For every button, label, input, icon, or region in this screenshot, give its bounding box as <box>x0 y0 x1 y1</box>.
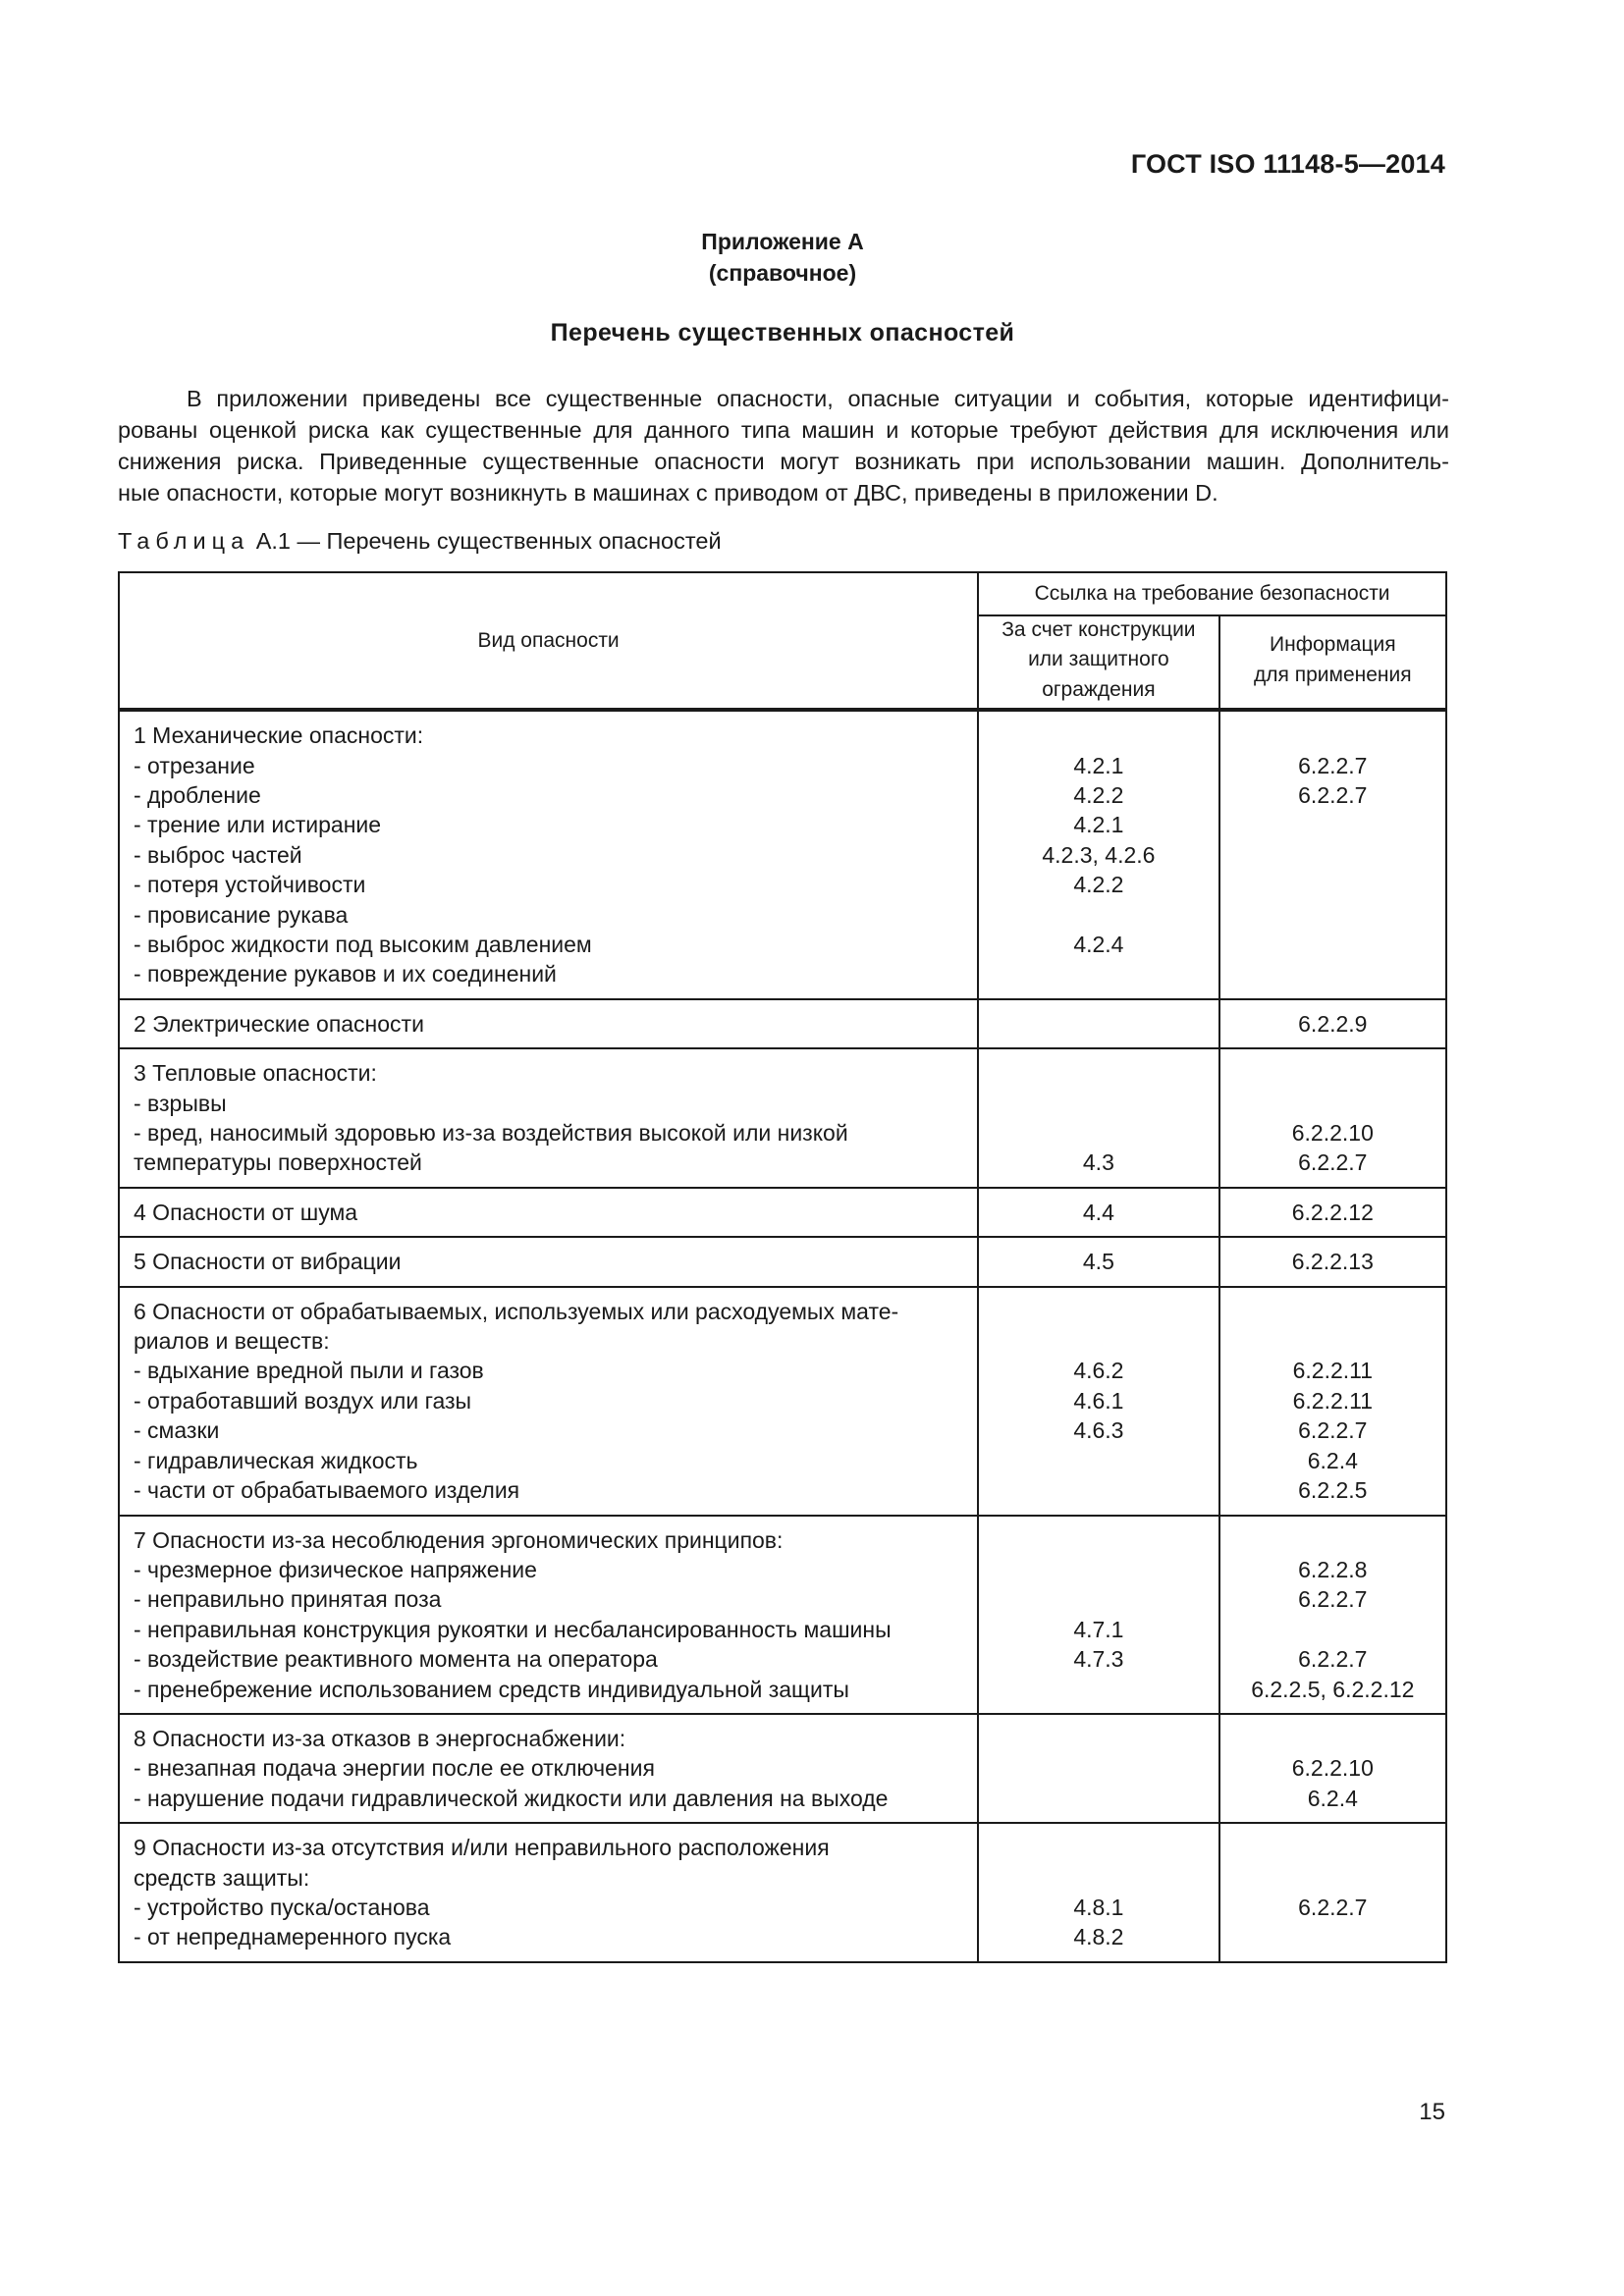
design-reference-line <box>983 1475 1214 1505</box>
hazards-table <box>118 571 1447 1963</box>
information-reference-line <box>1224 721 1441 750</box>
design-reference-line: 4.2.4 <box>1073 931 1124 957</box>
information-reference-line <box>1224 1058 1441 1088</box>
hazard-description-line: - от непреднамеренного пуска <box>134 1924 452 1950</box>
hazards-table-body <box>119 710 1446 1962</box>
hazard-description-line: - воздействие реактивного момента на оператора <box>134 1646 658 1673</box>
header-line: или защитного <box>1028 648 1169 671</box>
design-reference-line <box>983 1784 1214 1813</box>
information-reference <box>1219 1714 1446 1823</box>
information-reference-line: 6.2.2.7 <box>1298 1646 1368 1673</box>
design-reference <box>978 1048 1218 1188</box>
standard-code: ГОСТ ISO 11148-5—2014 <box>1130 149 1445 179</box>
design-reference <box>978 710 1218 999</box>
information-reference <box>1219 1516 1446 1714</box>
information-reference-line <box>1224 870 1441 899</box>
hazard-description <box>119 1823 978 1962</box>
information-reference-line <box>1224 1833 1441 1862</box>
hazard-description-line: - неправильная конструкция рукоятки и несбалансированность машины <box>134 1616 892 1642</box>
header-design-guarding <box>978 615 1218 710</box>
design-reference-line <box>983 1089 1214 1118</box>
hazard-description-line: 6 Опасности от обрабатываемых, используемых или расходуемых мате- <box>134 1298 899 1324</box>
information-reference-line: 6.2.2.7 <box>1298 752 1368 778</box>
annex-name: Приложение А <box>701 229 864 254</box>
information-reference-line: 6.2.2.9 <box>1298 1010 1368 1037</box>
hazard-description <box>119 1516 978 1714</box>
design-reference <box>978 1237 1218 1286</box>
hazard-description <box>119 1048 978 1188</box>
hazard-description-line: 1 Механические опасности: <box>134 722 424 749</box>
information-reference-line <box>1224 1615 1441 1644</box>
hazard-description-line: 2 Электрические опасности <box>134 1010 424 1037</box>
information-reference-line: 6.2.2.8 <box>1298 1556 1368 1582</box>
hazard-description <box>119 1188 978 1237</box>
hazard-description-line: - повреждение рукавов и их соединений <box>134 961 557 988</box>
design-reference-line <box>983 1326 1214 1356</box>
hazard-description <box>119 1714 978 1823</box>
table-caption <box>118 528 722 555</box>
intro-paragraph <box>118 383 1449 508</box>
hazard-description-line: - вред, наносимый здоровью из-за воздействия высокой или низкой <box>134 1120 848 1147</box>
design-reference <box>978 1287 1218 1516</box>
design-reference-line <box>983 1118 1214 1148</box>
hazard-description-line: - взрывы <box>134 1090 227 1116</box>
design-reference <box>978 1714 1218 1823</box>
hazard-description-line: 8 Опасности из-за отказов в энергоснабжении: <box>134 1725 626 1751</box>
hazard-description <box>119 710 978 999</box>
design-reference <box>978 1823 1218 1962</box>
information-reference-line: 6.2.4 <box>1307 1447 1358 1473</box>
hazard-description-line: - отрезание <box>134 752 255 778</box>
information-reference-line: 6.2.2.11 <box>1292 1358 1374 1384</box>
hazard-group-row <box>119 1714 1446 1823</box>
hazard-description <box>119 1287 978 1516</box>
information-reference-line <box>1224 930 1441 959</box>
hazard-description-line: - чрезмерное физическое напряжение <box>134 1556 537 1582</box>
hazard-group-row <box>119 1188 1446 1237</box>
hazard-group-row <box>119 710 1446 999</box>
information-reference <box>1219 710 1446 999</box>
design-reference-line: 4.6.1 <box>1073 1387 1124 1414</box>
hazard-description-line: - дробление <box>134 781 261 808</box>
hazard-group-row <box>119 1287 1446 1516</box>
information-reference-line <box>1224 840 1441 870</box>
design-reference-line: 4.2.3, 4.2.6 <box>1042 841 1156 868</box>
design-reference-line <box>983 1009 1214 1039</box>
information-reference <box>1219 1237 1446 1286</box>
hazard-description-line: 3 Тепловые опасности: <box>134 1060 377 1087</box>
page-number: 15 <box>1419 2099 1445 2125</box>
hazard-group-row <box>119 1237 1446 1286</box>
hazard-description <box>119 999 978 1048</box>
information-reference <box>1219 1823 1446 1962</box>
table-caption-label: Таблица <box>118 528 250 554</box>
hazard-group-row <box>119 1048 1446 1188</box>
header-hazard-kind: Вид опасности <box>119 572 978 710</box>
information-reference-line: 6.2.2.12 <box>1291 1199 1374 1225</box>
information-reference-line <box>1224 900 1441 930</box>
hazard-description <box>119 1237 978 1286</box>
hazard-description-line: 5 Опасности от вибрации <box>134 1249 402 1275</box>
design-reference-line: 4.6.3 <box>1073 1417 1124 1444</box>
information-reference <box>1219 1048 1446 1188</box>
hazard-description-line: - внезапная подача энергии после ее отключения <box>134 1755 655 1782</box>
information-reference-line: 6.2.4 <box>1307 1785 1358 1811</box>
header-line: ограждения <box>1042 677 1156 701</box>
information-reference-line <box>1224 1326 1441 1356</box>
design-reference-line <box>983 1584 1214 1614</box>
header-information-for-use <box>1219 615 1446 710</box>
information-reference-line <box>1224 1089 1441 1118</box>
design-reference-line <box>983 1058 1214 1088</box>
intro-line: снижения риска. Приведенные существенные опасности могут возникать при использовании машин. Дополнитель- <box>118 449 1449 474</box>
hazard-description-line: - гидравлическая жидкость <box>134 1447 418 1473</box>
annex-title: Перечень существенных опасностей <box>550 319 1015 347</box>
hazard-description-line: 4 Опасности от шума <box>134 1199 358 1225</box>
intro-line: В приложении приведены все существенные опасности, опасные ситуации и события, которые идентифици- <box>187 386 1449 411</box>
design-reference-line <box>983 1297 1214 1326</box>
hazard-description-line: риалов и веществ: <box>134 1328 330 1355</box>
information-reference-line <box>1224 1922 1441 1951</box>
information-reference-line <box>1224 810 1441 839</box>
design-reference <box>978 1188 1218 1237</box>
header-line: для применения <box>1254 663 1412 686</box>
information-reference-line: 6.2.2.7 <box>1298 1149 1368 1176</box>
header-line: Информация <box>1270 633 1396 657</box>
design-reference-line: 4.2.2 <box>1073 781 1124 808</box>
hazard-description-line: - пренебрежение использованием средств индивидуальной защиты <box>134 1676 849 1702</box>
design-reference-line: 4.4 <box>1082 1199 1114 1225</box>
information-reference-line: 6.2.2.13 <box>1291 1249 1374 1275</box>
information-reference-line <box>1224 1724 1441 1753</box>
design-reference-line <box>983 900 1214 930</box>
information-reference-line: 6.2.2.7 <box>1298 1417 1368 1444</box>
intro-line: ные опасности, которые могут возникнуть в машинах с приводом от ДВС, приведены в приложении D. <box>118 480 1218 506</box>
hazard-group-row <box>119 1516 1446 1714</box>
header-safety-reference: Ссылка на требование безопасности <box>978 572 1446 615</box>
design-reference-line: 4.7.3 <box>1073 1646 1124 1673</box>
header-line: За счет конструкции <box>1001 618 1196 641</box>
design-reference <box>978 1516 1218 1714</box>
hazard-description-line: средств защиты: <box>134 1864 310 1891</box>
information-reference-line <box>1224 1863 1441 1893</box>
information-reference-line: 6.2.2.7 <box>1298 1586 1368 1613</box>
information-reference-line: 6.2.2.10 <box>1291 1755 1374 1782</box>
information-reference-line <box>1224 1525 1441 1555</box>
hazard-description-line: температуры поверхностей <box>134 1149 422 1176</box>
hazard-description-line: - смазки <box>134 1417 220 1444</box>
information-reference-line: 6.2.2.7 <box>1298 1894 1368 1920</box>
design-reference-line <box>983 1525 1214 1555</box>
hazard-group-row <box>119 1823 1446 1962</box>
design-reference <box>978 999 1218 1048</box>
design-reference-line: 4.5 <box>1082 1249 1114 1275</box>
design-reference-line <box>983 1675 1214 1704</box>
design-reference-line <box>983 1753 1214 1783</box>
hazard-description-line: - выброс жидкости под высоким давлением <box>134 932 592 958</box>
hazard-description-line: - устройство пуска/останова <box>134 1894 430 1920</box>
information-reference-line <box>1224 959 1441 988</box>
design-reference-line <box>983 1555 1214 1584</box>
design-reference-line <box>983 1863 1214 1893</box>
annex-heading <box>0 226 1565 289</box>
design-reference-line <box>983 959 1214 988</box>
design-reference-line <box>983 721 1214 750</box>
information-reference-line: 6.2.2.11 <box>1292 1387 1374 1414</box>
information-reference-line: 6.2.2.10 <box>1291 1120 1374 1147</box>
information-reference <box>1219 1287 1446 1516</box>
design-reference-line <box>983 1833 1214 1862</box>
information-reference-line <box>1224 1297 1441 1326</box>
design-reference-line: 4.2.1 <box>1073 752 1124 778</box>
design-reference-line: 4.2.2 <box>1073 872 1124 898</box>
design-reference-line <box>983 1724 1214 1753</box>
design-reference-line: 4.6.2 <box>1073 1358 1124 1384</box>
design-reference-line: 4.8.2 <box>1073 1924 1124 1950</box>
hazard-description-line: - выброс частей <box>134 841 302 868</box>
hazard-description-line: - отработавший воздух или газы <box>134 1387 472 1414</box>
annex-kind: (справочное) <box>708 260 857 286</box>
information-reference-line: 6.2.2.7 <box>1298 781 1368 808</box>
hazard-description-line: - провисание рукава <box>134 901 349 928</box>
hazard-description-line: - трение или истирание <box>134 812 382 838</box>
hazard-description-line: - неправильно принятая поза <box>134 1586 442 1613</box>
information-reference-line: 6.2.2.5, 6.2.2.12 <box>1251 1676 1415 1702</box>
information-reference-line: 6.2.2.5 <box>1298 1477 1368 1504</box>
design-reference-line: 4.2.1 <box>1073 812 1124 838</box>
hazard-description-line: - нарушение подачи гидравлической жидкости или давления на выходе <box>134 1785 889 1811</box>
hazard-group-row <box>119 999 1446 1048</box>
hazard-description-line: 9 Опасности из-за отсутствия и/или неправильного расположения <box>134 1835 830 1861</box>
hazard-description-line: - потеря устойчивости <box>134 872 366 898</box>
hazard-description-line: - части от обрабатываемого изделия <box>134 1477 520 1504</box>
design-reference-line: 4.3 <box>1082 1149 1114 1176</box>
hazard-description-line: - вдыхание вредной пыли и газов <box>134 1358 484 1384</box>
information-reference <box>1219 1188 1446 1237</box>
table-caption-text: А.1 — Перечень существенных опасностей <box>255 528 722 554</box>
hazard-description-line: 7 Опасности из-за несоблюдения эргономических принципов: <box>134 1526 784 1553</box>
intro-line: рованы оценкой риска как существенные для данного типа машин и которые требуют действия для исключения или <box>118 417 1449 443</box>
information-reference <box>1219 999 1446 1048</box>
design-reference-line <box>983 1446 1214 1475</box>
design-reference-line: 4.7.1 <box>1073 1616 1124 1642</box>
design-reference-line: 4.8.1 <box>1073 1894 1124 1920</box>
